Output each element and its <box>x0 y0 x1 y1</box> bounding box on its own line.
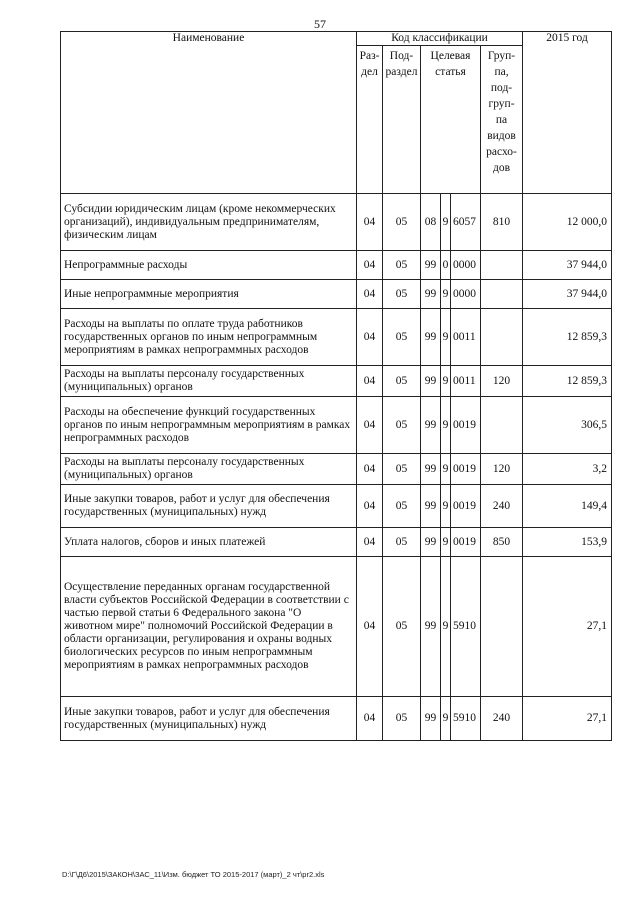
row-amount: 306,5 <box>523 397 612 454</box>
row-section: 04 <box>357 557 383 697</box>
table-row <box>61 194 612 251</box>
row-expense-group: 240 <box>481 485 523 528</box>
row-amount: 27,1 <box>523 557 612 697</box>
header-expense-group-line: па <box>495 114 508 126</box>
header-target-article-line: статья <box>435 66 466 78</box>
header-subsection-line: Под- <box>389 50 414 62</box>
row-expense-group <box>481 251 523 280</box>
row-name: Непрограммные расходы <box>61 251 357 280</box>
table-row <box>61 251 612 280</box>
header-expense-group <box>481 46 523 194</box>
row-section: 04 <box>357 366 383 397</box>
row-target-article-subprogram: 9 <box>441 309 451 366</box>
row-expense-group <box>481 397 523 454</box>
row-expense-group: 850 <box>481 528 523 557</box>
row-target-article-subprogram: 9 <box>441 454 451 485</box>
table-row <box>61 397 612 454</box>
row-name: Осуществление переданных органам государственной власти субъектов Российской Федерации в соответствии с частью первой статьи 6 Федерального закона "О животном мире" полномочий Российской Федерации в области организации, регулирования и охраны водных биологических ресурсов по иным непрограммным мероприятиям в рамках непрограммных расходов <box>61 557 357 697</box>
row-name: Расходы на выплаты по оплате труда работников государственных органов по иным непрограммным мероприятиям в рамках непрограммных расходов <box>61 309 357 366</box>
header-expense-group-line: под- <box>490 82 513 94</box>
row-target-article-subprogram: 9 <box>441 557 451 697</box>
row-target-article-subprogram: 9 <box>441 194 451 251</box>
row-amount: 27,1 <box>523 697 612 741</box>
table-row <box>61 280 612 309</box>
row-target-article-subprogram: 0 <box>441 251 451 280</box>
row-target-article-subprogram: 9 <box>441 280 451 309</box>
row-target-article-program: 08 <box>421 194 441 251</box>
header-expense-group-line: дов <box>493 162 511 174</box>
row-target-article-direction: 0011 <box>451 366 481 397</box>
header-expense-group-line: видов <box>487 130 516 142</box>
row-expense-group <box>481 309 523 366</box>
row-target-article-program: 99 <box>421 280 441 309</box>
row-amount: 12 000,0 <box>523 194 612 251</box>
row-name: Иные непрограммные мероприятия <box>61 280 357 309</box>
row-subsection: 05 <box>383 397 421 454</box>
header-year: 2015 год <box>523 32 612 194</box>
row-target-article-direction: 0000 <box>451 251 481 280</box>
row-target-article-direction: 5910 <box>451 697 481 741</box>
row-target-article-direction: 0019 <box>451 454 481 485</box>
row-expense-group <box>481 280 523 309</box>
row-subsection: 05 <box>383 309 421 366</box>
row-section: 04 <box>357 194 383 251</box>
row-subsection: 05 <box>383 251 421 280</box>
row-amount: 153,9 <box>523 528 612 557</box>
header-subsection-line: раздел <box>385 66 418 78</box>
row-amount: 149,4 <box>523 485 612 528</box>
row-name: Расходы на обеспечение функций государственных органов по иным непрограммным мероприятиям в рамках непрограммных расходов <box>61 397 357 454</box>
row-name: Иные закупки товаров, работ и услуг для обеспечения государственных (муниципальных) нужд <box>61 697 357 741</box>
row-subsection: 05 <box>383 528 421 557</box>
row-amount: 12 859,3 <box>523 309 612 366</box>
row-target-article-subprogram: 9 <box>441 697 451 741</box>
row-target-article-program: 99 <box>421 309 441 366</box>
row-target-article-direction: 0019 <box>451 397 481 454</box>
row-target-article-program: 99 <box>421 397 441 454</box>
header-target-article-line: Целевая <box>430 50 471 62</box>
row-name: Уплата налогов, сборов и иных платежей <box>61 528 357 557</box>
row-target-article-direction: 0000 <box>451 280 481 309</box>
row-section: 04 <box>357 697 383 741</box>
header-expense-group-line: Груп- <box>487 50 516 62</box>
row-subsection: 05 <box>383 485 421 528</box>
row-subsection: 05 <box>383 280 421 309</box>
row-target-article-program: 99 <box>421 454 441 485</box>
row-target-article-program: 99 <box>421 485 441 528</box>
row-target-article-direction: 5910 <box>451 557 481 697</box>
row-amount: 37 944,0 <box>523 251 612 280</box>
row-expense-group <box>481 557 523 697</box>
row-expense-group: 810 <box>481 194 523 251</box>
row-target-article-program: 99 <box>421 366 441 397</box>
row-target-article-program: 99 <box>421 528 441 557</box>
table-row <box>61 528 612 557</box>
row-target-article-subprogram: 9 <box>441 528 451 557</box>
row-target-article-direction: 6057 <box>451 194 481 251</box>
page-number: 57 <box>314 17 326 31</box>
header-row-top <box>61 32 612 46</box>
row-section: 04 <box>357 528 383 557</box>
row-section: 04 <box>357 485 383 528</box>
row-name: Расходы на выплаты персоналу государственных (муниципальных) органов <box>61 366 357 397</box>
header-section-line: Раз- <box>359 50 380 62</box>
table-row <box>61 557 612 697</box>
header-target-article <box>421 46 481 194</box>
row-amount: 3,2 <box>523 454 612 485</box>
header-classification-code: Код классификации <box>357 32 523 46</box>
row-name: Расходы на выплаты персоналу государственных (муниципальных) органов <box>61 454 357 485</box>
row-target-article-subprogram: 9 <box>441 485 451 528</box>
row-subsection: 05 <box>383 366 421 397</box>
header-expense-group-line: па, <box>494 66 509 78</box>
header-name: Наименование <box>61 32 357 194</box>
row-section: 04 <box>357 454 383 485</box>
row-amount: 37 944,0 <box>523 280 612 309</box>
row-subsection: 05 <box>383 454 421 485</box>
footer-file-path: D:\Г\Д6\2015\ЗАКОН\ЗАС_11\Изм. бюджет ТО 2015-2017 (март)_2 чт\рr2.xls <box>62 870 325 879</box>
header-subsection <box>383 46 421 194</box>
row-section: 04 <box>357 251 383 280</box>
row-target-article-program: 99 <box>421 251 441 280</box>
row-amount: 12 859,3 <box>523 366 612 397</box>
table-row <box>61 485 612 528</box>
header-section <box>357 46 383 194</box>
row-subsection: 05 <box>383 697 421 741</box>
row-target-article-subprogram: 9 <box>441 366 451 397</box>
row-expense-group: 120 <box>481 366 523 397</box>
row-section: 04 <box>357 280 383 309</box>
row-target-article-direction: 0019 <box>451 485 481 528</box>
table-row <box>61 454 612 485</box>
row-target-article-subprogram: 9 <box>441 397 451 454</box>
budget-table <box>60 31 612 741</box>
row-expense-group: 240 <box>481 697 523 741</box>
table-row <box>61 366 612 397</box>
row-target-article-direction: 0011 <box>451 309 481 366</box>
header-expense-group-line: расхо- <box>486 146 517 158</box>
row-name: Иные закупки товаров, работ и услуг для обеспечения государственных (муниципальных) нужд <box>61 485 357 528</box>
row-expense-group: 120 <box>481 454 523 485</box>
row-target-article-direction: 0019 <box>451 528 481 557</box>
table-row <box>61 697 612 741</box>
row-subsection: 05 <box>383 194 421 251</box>
header-section-line: дел <box>361 66 378 78</box>
row-section: 04 <box>357 309 383 366</box>
row-target-article-program: 99 <box>421 697 441 741</box>
row-name: Субсидии юридическим лицам (кроме некоммерческих организаций), индивидуальным предпринимателям, физическим лицам <box>61 194 357 251</box>
row-section: 04 <box>357 397 383 454</box>
row-subsection: 05 <box>383 557 421 697</box>
header-expense-group-line: груп- <box>488 98 515 110</box>
table-row <box>61 309 612 366</box>
row-target-article-program: 99 <box>421 557 441 697</box>
